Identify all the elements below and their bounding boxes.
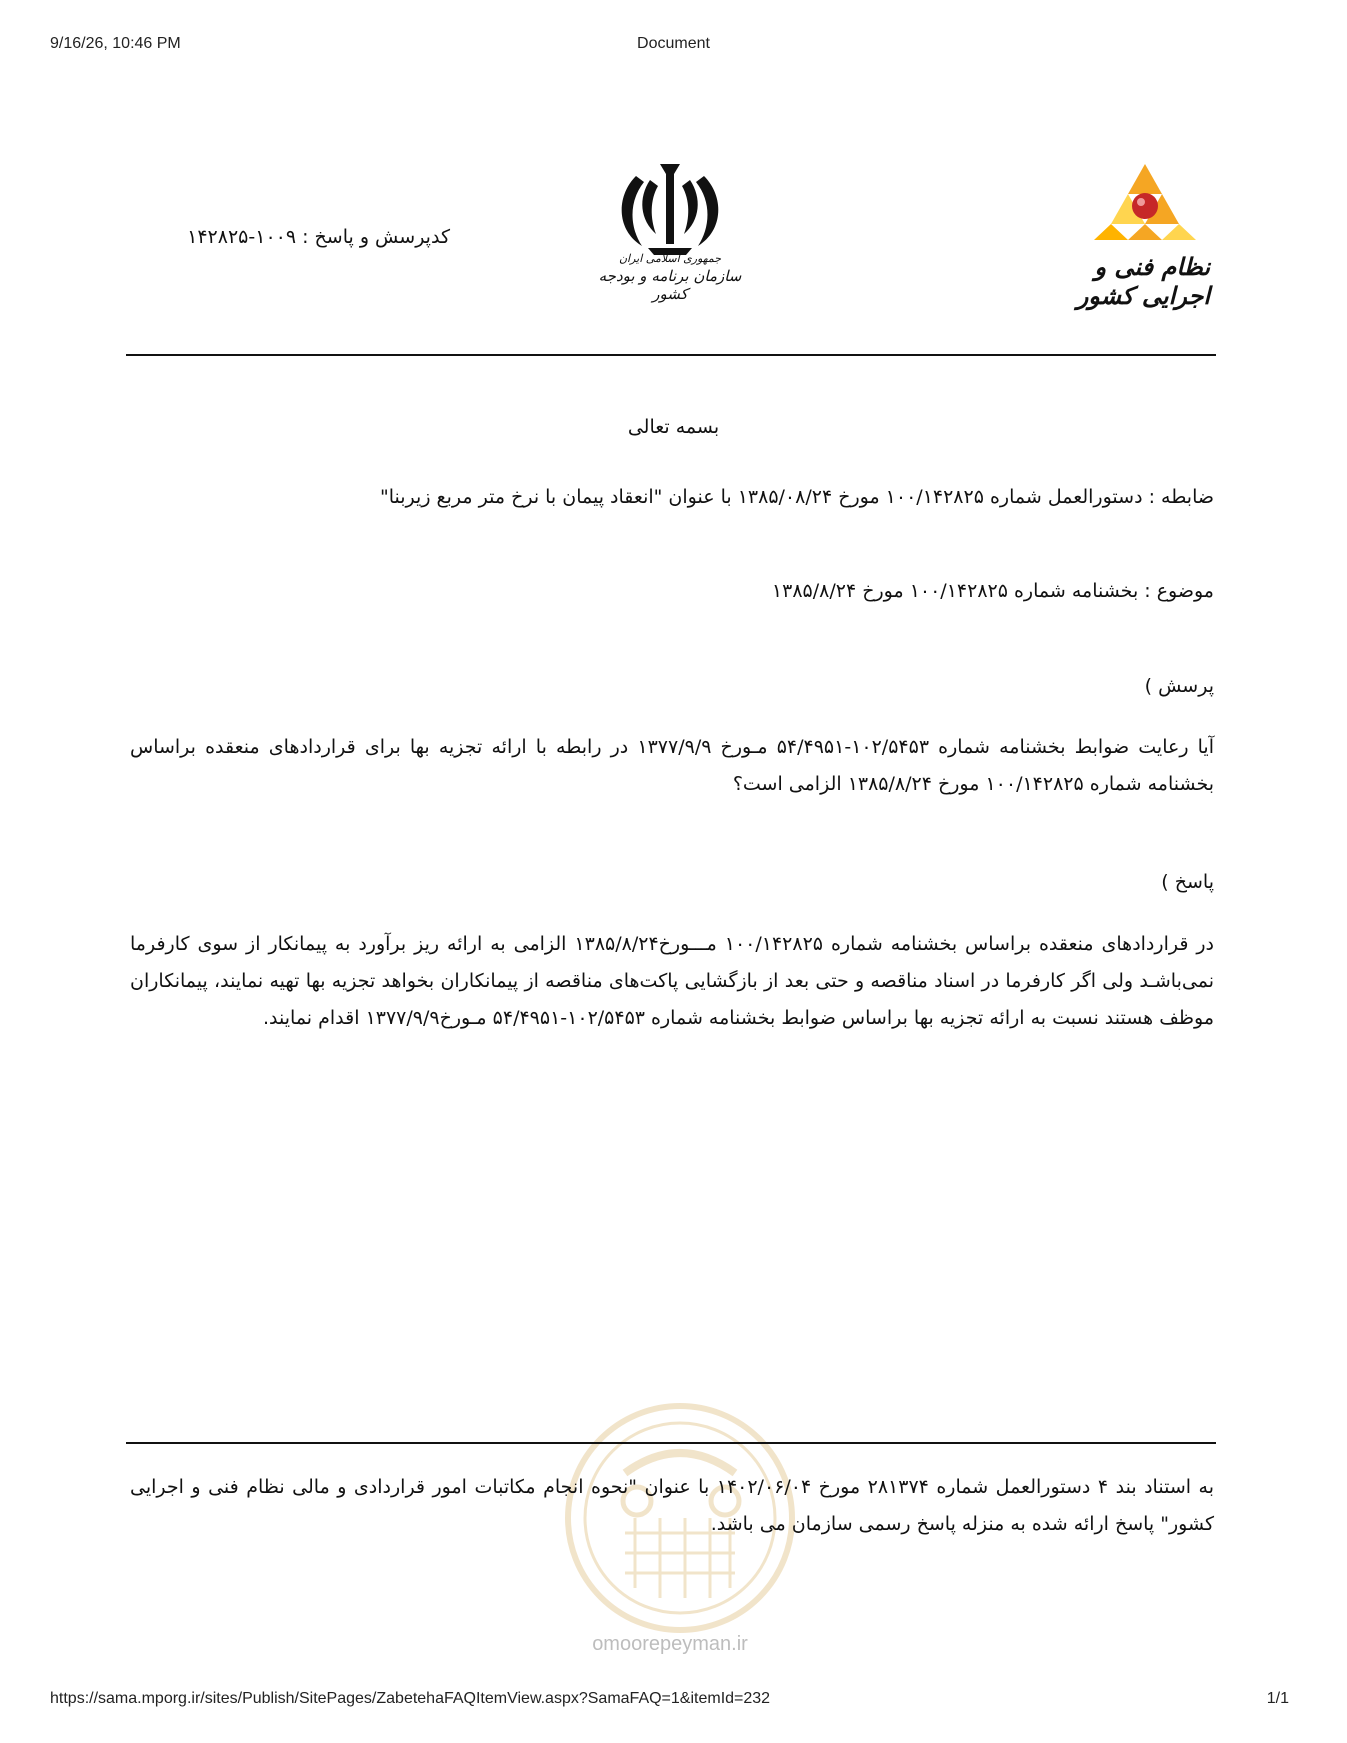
emblem-caption xyxy=(585,252,755,303)
regulation-line: ضابطه : دستورالعمل شماره ۱۰۰/۱۴۲۸۲۵ مورخ ۱۳۸۵/۰۸/۲۴ با عنوان "انعقاد پیمان با نرخ متر مربع زیربنا" xyxy=(380,486,1214,508)
print-date: 9/16/26, 10:46 PM xyxy=(50,35,181,52)
answer-text: در قراردادهای منعقده براساس بخشنامه شماره ۱۰۰/۱۴۲۸۲۵ مـــورخ۱۳۸۵/۸/۲۴ الزامی به ارائه ریز برآورد به پیمانکار از سوی کارفرما نمی‌باشـد ولی اگر کارفرما در اسناد مناقصه و حتی بعد از بازگشایی پاکت‌های مناقصه از پیمانکاران بخواهد تجزیه بها تهیه نمایند، پیمانکاران موظف هستند نسبت به ارائه تجزیه بها براساس ضوابط بخشنامه شماره ۱۰۲/۵۴۵۳-۵۴/۴۹۵۱ مـورخ۱۳۷۷/۹/۹ اقدام نمایند. xyxy=(130,933,1214,1029)
bismillah: بسمه تعالی xyxy=(627,416,720,438)
subject-line: موضوع : بخشنامه شماره ۱۰۰/۱۴۲۸۲۵ مورخ ۱۳۸۵/۸/۲۴ xyxy=(771,580,1214,602)
question-heading: پرسش ) xyxy=(1144,675,1214,697)
question-text: آیا رعایت ضوابط بخشنامه شماره ۱۰۲/۵۴۵۳-۵۴/۴۹۵۱ مـورخ ۱۳۷۷/۹/۹ در رابطه با ارائه تجزیه بها برای قراردادهای منعقده براساس بخشنامه شماره ۱۰۰/۱۴۲۸۲۵ مورخ ۱۳۸۵/۸/۲۴ الزامی است؟ xyxy=(130,736,1215,795)
qa-code: کدپرسش و پاسخ : ۱۰۰۹-۱۴۲۸۲۵ xyxy=(187,226,450,248)
org-logo-icon xyxy=(1090,162,1200,242)
answer-heading: پاسخ ) xyxy=(1161,871,1214,893)
footer-note: به استناد بند ۴ دستورالعمل شماره ۲۸۱۳۷۴ مورخ ۱۴۰۲/۰۶/۰۴ با عنوان "نحوه انجام مکاتبات امور قراردادی و مالی نظام فنی و اجرایی کشور" پاسخ ارائه شده به منزله پاسخ رسمی سازمان می باشد. xyxy=(130,1476,1214,1535)
watermark-site: omoorepeyman.ir xyxy=(592,1633,748,1655)
print-page-number: 1/1 xyxy=(1266,1690,1289,1707)
print-document-title: Document xyxy=(637,35,710,52)
header-divider xyxy=(126,354,1216,356)
emblem-caption-line1: جمهوری اسلامی ایران xyxy=(618,252,722,265)
print-url: https://sama.mporg.ir/sites/Publish/SitePages/ZabetehaFAQItemView.aspx?SamaFAQ=1&itemId=232 xyxy=(50,1690,771,1707)
org-name: نظام فنی و اجرایی کشور xyxy=(1076,252,1210,310)
emblem-caption-line2: سازمان برنامه و بودجه کشور xyxy=(598,267,742,303)
footer-divider xyxy=(126,1442,1216,1444)
